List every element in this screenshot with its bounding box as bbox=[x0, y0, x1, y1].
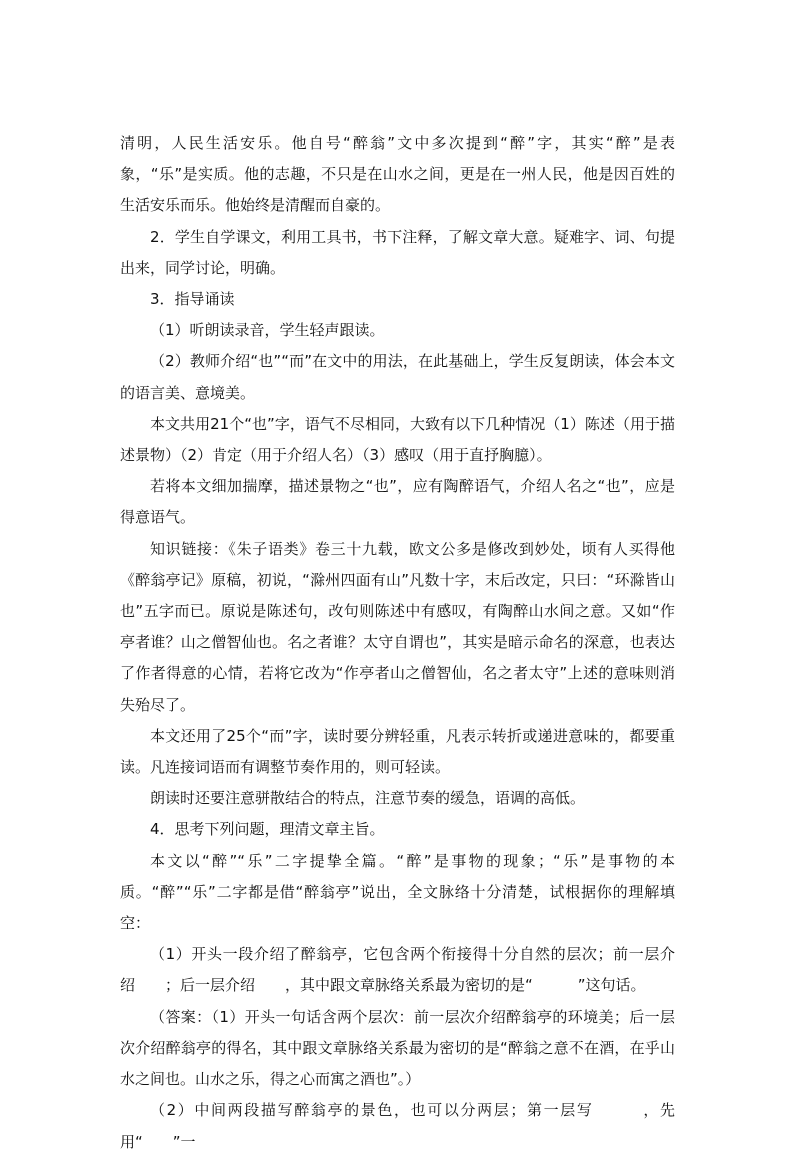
paragraph-4: （1）听朗读录音，学生轻声跟读。 bbox=[150, 321, 385, 340]
paragraph-1: 清明，人民生活安乐。他自号“醉翁”文中多次提到“醉”字，其实“醉”是表象，“乐”是实质。他的志趣，不只是在山水之间，更是在一州人民，他是因百姓的生活安乐而乐。他始终是清醒而自豪的。 bbox=[120, 134, 675, 215]
paragraph-6: 本文共用21个“也”字，语气不尽相同，大致有以下几种情况（1）陈述（用于描述景物）（2）肯定（用于介绍人名）（3）感叹（用于直抒胸臆）。 bbox=[120, 414, 675, 465]
paragraph-7: 若将本文细加揣摩，描述景物之“也”，应有陶醉语气，介绍人名之“也”，应是得意语气。 bbox=[120, 477, 675, 527]
paragraph-10: 朗读时还要注意骈散结合的特点，注意节奏的缓急，语调的高低。 bbox=[150, 789, 586, 808]
paragraph-3: 3．指导诵读 bbox=[150, 290, 235, 309]
paragraph-9: 本文还用了25个“而”字，读时要分辨轻重，凡表示转折或递进意味的，都要重读。凡连接词语而有调整节奏作用的，则可轻读。 bbox=[120, 726, 675, 777]
paragraph-15: （2）中间两段描写醉翁亭的景色，也可以分两层；第一层写 ，先用“ ”一 bbox=[120, 1101, 675, 1151]
paragraph-11: 4．思考下列问题，理清文章主旨。 bbox=[150, 820, 385, 839]
paragraph-12: 本文以“醉”“乐”二字提挚全篇。“醉”是事物的现象；“乐”是事物的本质。“醉”“乐”二字都是借“醉翁亭”说出，全文脉络十分清楚，试根据你的理解填空： bbox=[120, 851, 675, 933]
paragraph-14: （答案：（1）开头一句话含两个层次：前一层次介绍醉翁亭的环境美；后一层次介绍醉翁亭的得名，其中跟文章脉络关系最为密切的是“醉翁之意不在酒，在乎山水之间也。山水之乐，得之心而寓之酒也”。） bbox=[120, 1007, 675, 1089]
paragraph-8: 知识链接：《朱子语类》卷三十九载，欧文公多是修改到妙处，顷有人买得他《醉翁亭记》原稿，初说，“滁州四面有山”凡数十字，末后改定，只曰：“环滁皆山也”五字而已。原说是陈述句，改句则陈述中有感叹，有陶醉山水间之意。又如“作亭者谁？山之僧智仙也。名之者谁？太守自谓也”，其实是暗示命名的深意，也表达了作者得意的心情，若将它改为“作亭者山之僧智仙，名之者太守”上述的意味则消失殆尽了。 bbox=[120, 539, 675, 714]
document-body bbox=[120, 128, 675, 1158]
paragraph-13: （1）开头一段介绍了醉翁亭，它包含两个衔接得十分自然的层次；前一层介绍 ；后一层介绍 ，其中跟文章脉络关系最为密切的是“ ”这句话。 bbox=[120, 945, 675, 995]
paragraph-5: （2）教师介绍“也”“而”在文中的用法，在此基础上，学生反复朗读，体会本文的语言美、意境美。 bbox=[120, 352, 675, 402]
paragraph-2: 2．学生自学课文，利用工具书，书下注释，了解文章大意。疑难字、词、句提出来，同学讨论，明确。 bbox=[120, 227, 675, 277]
